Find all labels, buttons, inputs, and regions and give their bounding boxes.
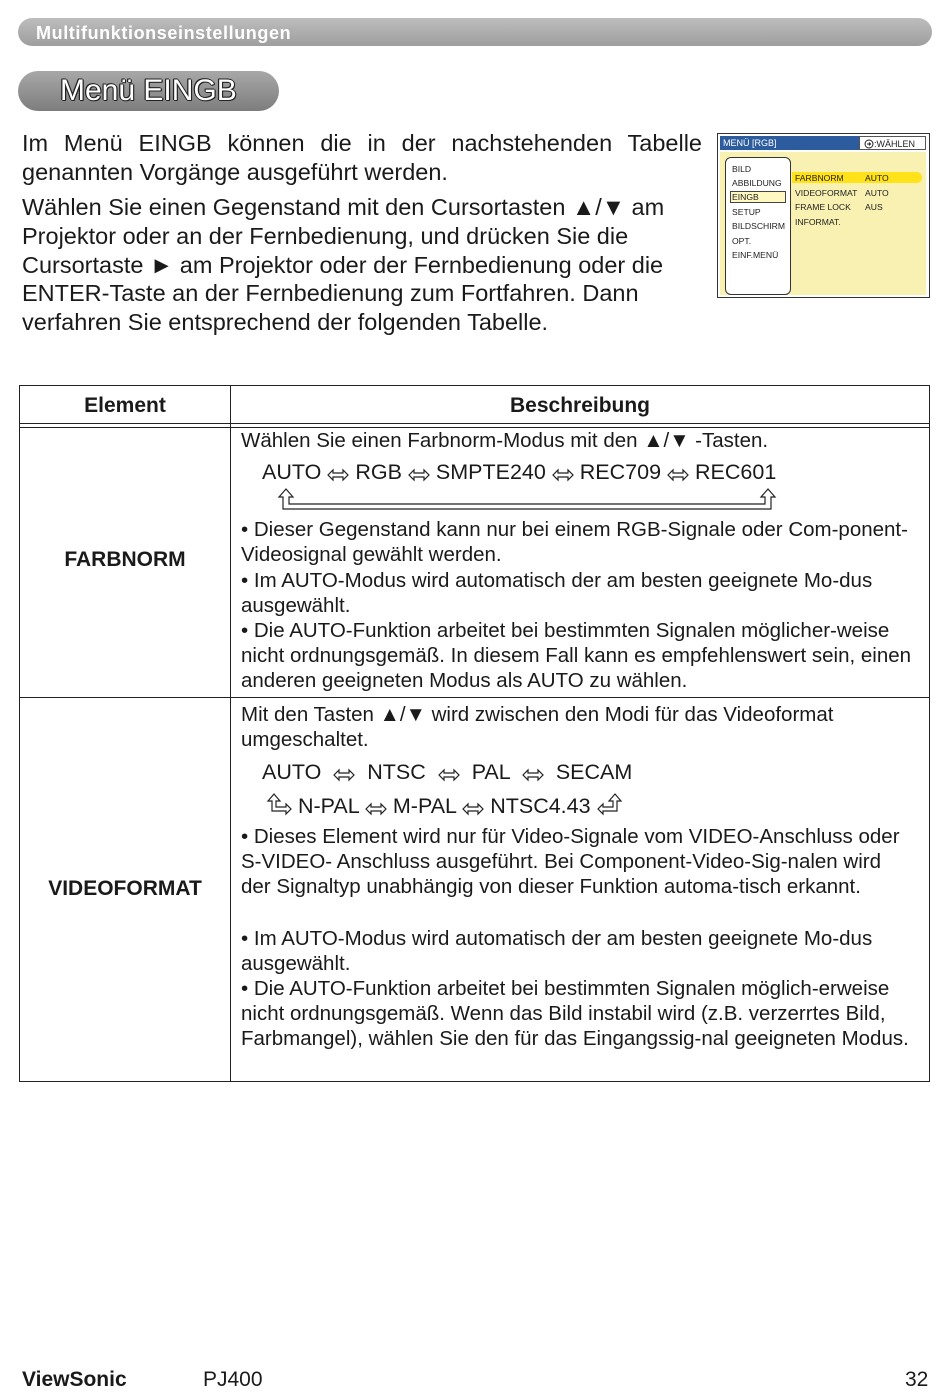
osd-menu-item: BILD [732, 164, 752, 174]
element-farbnorm: FARBNORM [64, 548, 186, 571]
videoformat-cycle-row-2 [266, 792, 623, 819]
cycle-loop-arrow-icon [276, 487, 778, 511]
double-arrow-icon [327, 468, 349, 482]
turn-arrow-icon [597, 792, 623, 816]
cycle-item: RGB [355, 460, 402, 484]
osd-menu-item: ABBILDUNG [732, 178, 782, 188]
footer-model: PJ400 [203, 1368, 263, 1391]
osd-sub-item: FARBNORM [795, 173, 844, 183]
osd-sub-value: AUS [865, 202, 883, 212]
osd-sub-item: VIDEOFORMAT [795, 188, 858, 198]
farbnorm-note-3: • Die AUTO-Funktion arbeitet bei bestimmten Signalen möglicher-weise nicht ordnungsgemäß. In diesem Fall kann es empfehlenswert sein, einen anderen geeigneten Modus als AUTO zu wählen. [241, 619, 912, 693]
double-arrow-icon [522, 768, 544, 782]
footer-brand: ViewSonic [22, 1368, 127, 1391]
turn-arrow-icon [266, 792, 292, 816]
menu-title: Menü EINGB [60, 74, 237, 107]
select-button-icon [864, 139, 874, 149]
element-videoformat: VIDEOFORMAT [48, 877, 202, 900]
farbnorm-note-2: • Im AUTO-Modus wird automatisch der am besten geeignete Mo-dus ausgewählt. [241, 569, 873, 618]
osd-menu-item: SETUP [732, 207, 761, 217]
osd-menu-item: BILDSCHIRM [732, 221, 786, 231]
intro-paragraph-2: Wählen Sie einen Gegenstand mit den Cursortasten ▲/▼ am Projektor oder an der Fernbedienung, und drücken Sie die Cursortaste ► am Projektor oder der Fernbedienung oder die ENTER-Taste an der Fernbedienung zum Fortfahren. Dann verfahren Sie entsprechend der folgenden Tabelle. [22, 194, 665, 336]
double-arrow-icon [333, 768, 355, 782]
intro-paragraph-1: Im Menü EINGB können die in der nachstehenden Tabelle genannten Vorgänge ausgeführt werden. [22, 130, 702, 185]
cycle-item: NTSC4.43 [490, 794, 591, 818]
menu-title-pill [18, 71, 279, 111]
cycle-item: M-PAL [392, 794, 457, 818]
osd-left-menu [725, 157, 791, 295]
column-header-element: Element [84, 394, 166, 417]
cycle-item: AUTO [262, 460, 322, 484]
cycle-item: SECAM [555, 760, 633, 784]
farbnorm-cycle [262, 460, 776, 485]
osd-hint-label: :WÄHLEN [874, 139, 916, 149]
osd-sub-value: AUTO [865, 188, 889, 198]
row-divider [20, 697, 929, 698]
osd-menu-item: OPT. [732, 236, 752, 246]
row-divider [20, 423, 929, 424]
osd-menu-item: EINF.MENÜ [732, 250, 779, 260]
cycle-item: N-PAL [297, 794, 359, 818]
double-arrow-icon [438, 768, 460, 782]
osd-hint [859, 136, 926, 150]
osd-menu-item: EINGB [732, 192, 759, 202]
videoformat-note-3: • Die AUTO-Funktion arbeitet bei bestimmten Signalen möglich-erweise nicht ordnungsgemäß. Wenn das Bild instabil wird (z.B. verzerrtes Bild, Farbmangel), wählen Sie den für das Eingangssig-nal geeigneten Modus. [241, 977, 909, 1051]
osd-sub-item: FRAME LOCK [795, 202, 851, 212]
settings-table [19, 385, 930, 1082]
column-header-description: Beschreibung [509, 394, 651, 417]
page-number: 32 [905, 1368, 929, 1391]
cycle-item: REC601 [695, 460, 777, 484]
cycle-item: REC709 [579, 460, 662, 484]
osd-menu-screenshot [717, 133, 930, 298]
section-header-bar [18, 18, 932, 46]
double-arrow-icon [667, 468, 689, 482]
cycle-item: NTSC [367, 760, 426, 784]
cycle-item: AUTO [262, 760, 322, 784]
cycle-item: PAL [471, 760, 510, 784]
farbnorm-intro: Wählen Sie einen Farbnorm-Modus mit den ▲/▼ -Tasten. [241, 429, 769, 452]
osd-title-bar [720, 136, 926, 150]
videoformat-note-2: • Im AUTO-Modus wird automatisch der am besten geeignete Mo-dus ausgewählt. [241, 927, 873, 976]
videoformat-intro: Mit den Tasten ▲/▼ wird zwischen den Modi für das Videoformat umgeschaltet. [241, 703, 834, 752]
osd-sub-item: INFORMAT. [795, 217, 841, 227]
videoformat-note-1: • Dieses Element wird nur für Video-Signale vom VIDEO-Anschluss oder S-VIDEO- Anschluss ausgeführt. Bei Component-Video-Sig-nalen wird der Signaltyp unabhängig von dieser Funktion automa-tisch erkannt. [241, 825, 900, 899]
farbnorm-note-1: • Dieser Gegenstand kann nur bei einem RGB-Signale oder Com-ponent-Videosignal gewählt werden. [241, 518, 908, 567]
column-divider [230, 386, 231, 1081]
osd-panel [720, 152, 926, 295]
osd-sub-value: AUTO [865, 173, 889, 183]
osd-title: MENÜ [RGB] [723, 138, 777, 148]
section-title: Multifunktionseinstellungen [36, 23, 292, 43]
double-arrow-icon [552, 468, 574, 482]
double-arrow-icon [462, 802, 484, 816]
double-arrow-icon [408, 468, 430, 482]
cycle-item: SMPTE240 [435, 460, 546, 484]
videoformat-cycle-row-1 [262, 760, 632, 785]
double-arrow-icon [365, 802, 387, 816]
